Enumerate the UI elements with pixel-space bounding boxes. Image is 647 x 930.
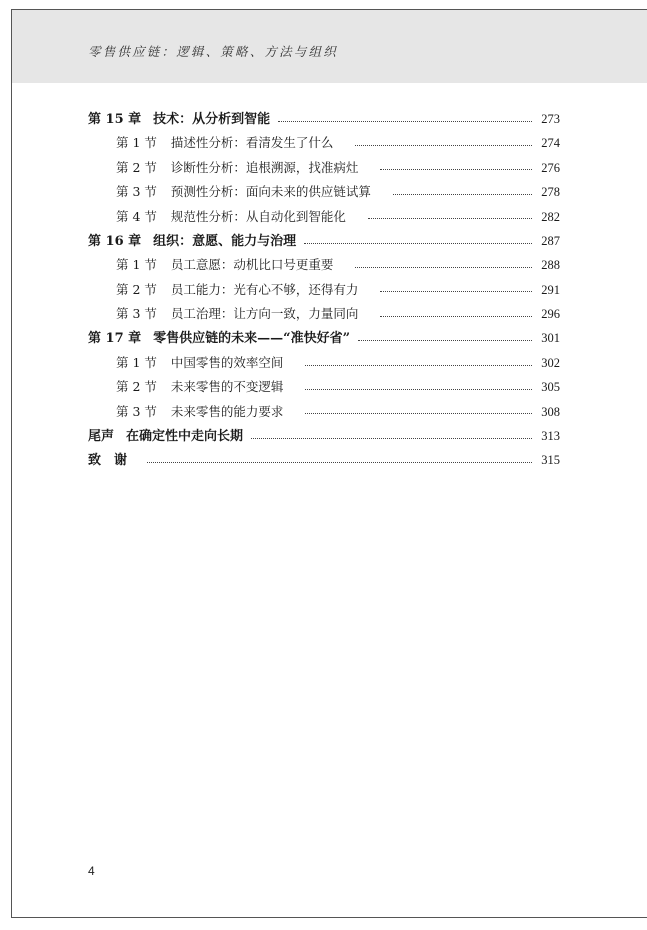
entry-title: 描述性分析：看清发生了什么 [170, 135, 334, 151]
entry-number: 致 谢 [88, 453, 128, 469]
entry-number: 尾声 [88, 428, 115, 444]
dot-leader [305, 413, 532, 414]
toc-section-entry [88, 180, 560, 204]
entry-number: 第 16 章 [88, 233, 142, 249]
toc-chapter-entry [88, 327, 560, 351]
entry-page-number: 305 [541, 380, 560, 395]
toc-chapter-entry [88, 424, 560, 448]
entry-page-number: 287 [541, 233, 560, 248]
toc-section-entry [88, 351, 560, 375]
entry-title: 员工意愿：动机比口号更重要 [170, 257, 334, 273]
dot-leader [278, 121, 532, 122]
entry-number: 第 3 节 [116, 403, 157, 419]
entry-title: 技术：从分析到智能 [153, 111, 271, 127]
toc-chapter-entry [88, 107, 560, 131]
dot-leader [305, 389, 532, 390]
entry-number: 第 2 节 [116, 281, 157, 297]
toc-section-entry [88, 253, 560, 277]
dot-leader [355, 267, 532, 268]
running-head: 零售供应链：逻辑、策略、方法与组织 [88, 44, 338, 59]
entry-title: 未来零售的能力要求 [170, 403, 284, 419]
entry-page-number: 282 [541, 209, 560, 224]
entry-title: 员工能力：光有心不够，还得有力 [170, 281, 359, 297]
entry-number: 第 17 章 [88, 331, 142, 347]
entry-page-number: 315 [541, 453, 560, 468]
entry-page-number: 274 [541, 136, 560, 151]
toc-section-entry [88, 400, 560, 424]
entry-title: 规范性分析：从自动化到智能化 [170, 208, 346, 224]
toc-section-entry [88, 302, 560, 326]
entry-page-number: 302 [541, 355, 560, 370]
page-number: 4 [88, 864, 95, 878]
toc-section-entry [88, 156, 560, 180]
entry-number: 第 4 节 [116, 208, 157, 224]
entry-title: 员工治理：让方向一致，力量同向 [170, 306, 359, 322]
dot-leader [147, 462, 532, 463]
table-of-contents [88, 107, 560, 473]
entry-page-number: 301 [541, 331, 560, 346]
entry-page-number: 291 [541, 282, 560, 297]
toc-chapter-entry [88, 229, 560, 253]
entry-number: 第 2 节 [116, 159, 157, 175]
toc-section-entry [88, 278, 560, 302]
entry-title: 组织：意愿、能力与治理 [153, 233, 297, 249]
entry-title: 中国零售的效率空间 [170, 354, 284, 370]
entry-title: 零售供应链的未来——“准快好省” [153, 331, 351, 347]
entry-number: 第 1 节 [116, 257, 157, 273]
dot-leader [380, 169, 532, 170]
dot-leader [305, 365, 532, 366]
toc-section-entry [88, 205, 560, 229]
entry-page-number: 296 [541, 307, 560, 322]
entry-number: 第 3 节 [116, 184, 157, 200]
entry-number: 第 2 节 [116, 379, 157, 395]
dot-leader [393, 194, 532, 195]
entry-page-number: 308 [541, 404, 560, 419]
entry-page-number: 313 [541, 429, 560, 444]
dot-leader [251, 438, 532, 439]
entry-number: 第 1 节 [116, 135, 157, 151]
entry-page-number: 278 [541, 185, 560, 200]
dot-leader [380, 291, 532, 292]
dot-leader [304, 243, 532, 244]
entry-title: 预测性分析：面向未来的供应链试算 [170, 184, 371, 200]
dot-leader [355, 145, 532, 146]
dot-leader [368, 218, 532, 219]
entry-number: 第 3 节 [116, 306, 157, 322]
entry-title: 诊断性分析：追根溯源，找准病灶 [170, 159, 359, 175]
entry-page-number: 288 [541, 258, 560, 273]
toc-section-entry [88, 131, 560, 155]
entry-number: 第 1 节 [116, 354, 157, 370]
entry-title: 未来零售的不变逻辑 [170, 379, 284, 395]
entry-page-number: 273 [541, 111, 560, 126]
toc-chapter-entry [88, 448, 560, 472]
dot-leader [358, 340, 532, 341]
entry-page-number: 276 [541, 160, 560, 175]
entry-title: 在确定性中走向长期 [126, 428, 244, 444]
dot-leader [380, 316, 532, 317]
entry-number: 第 15 章 [88, 111, 142, 127]
toc-section-entry [88, 375, 560, 399]
